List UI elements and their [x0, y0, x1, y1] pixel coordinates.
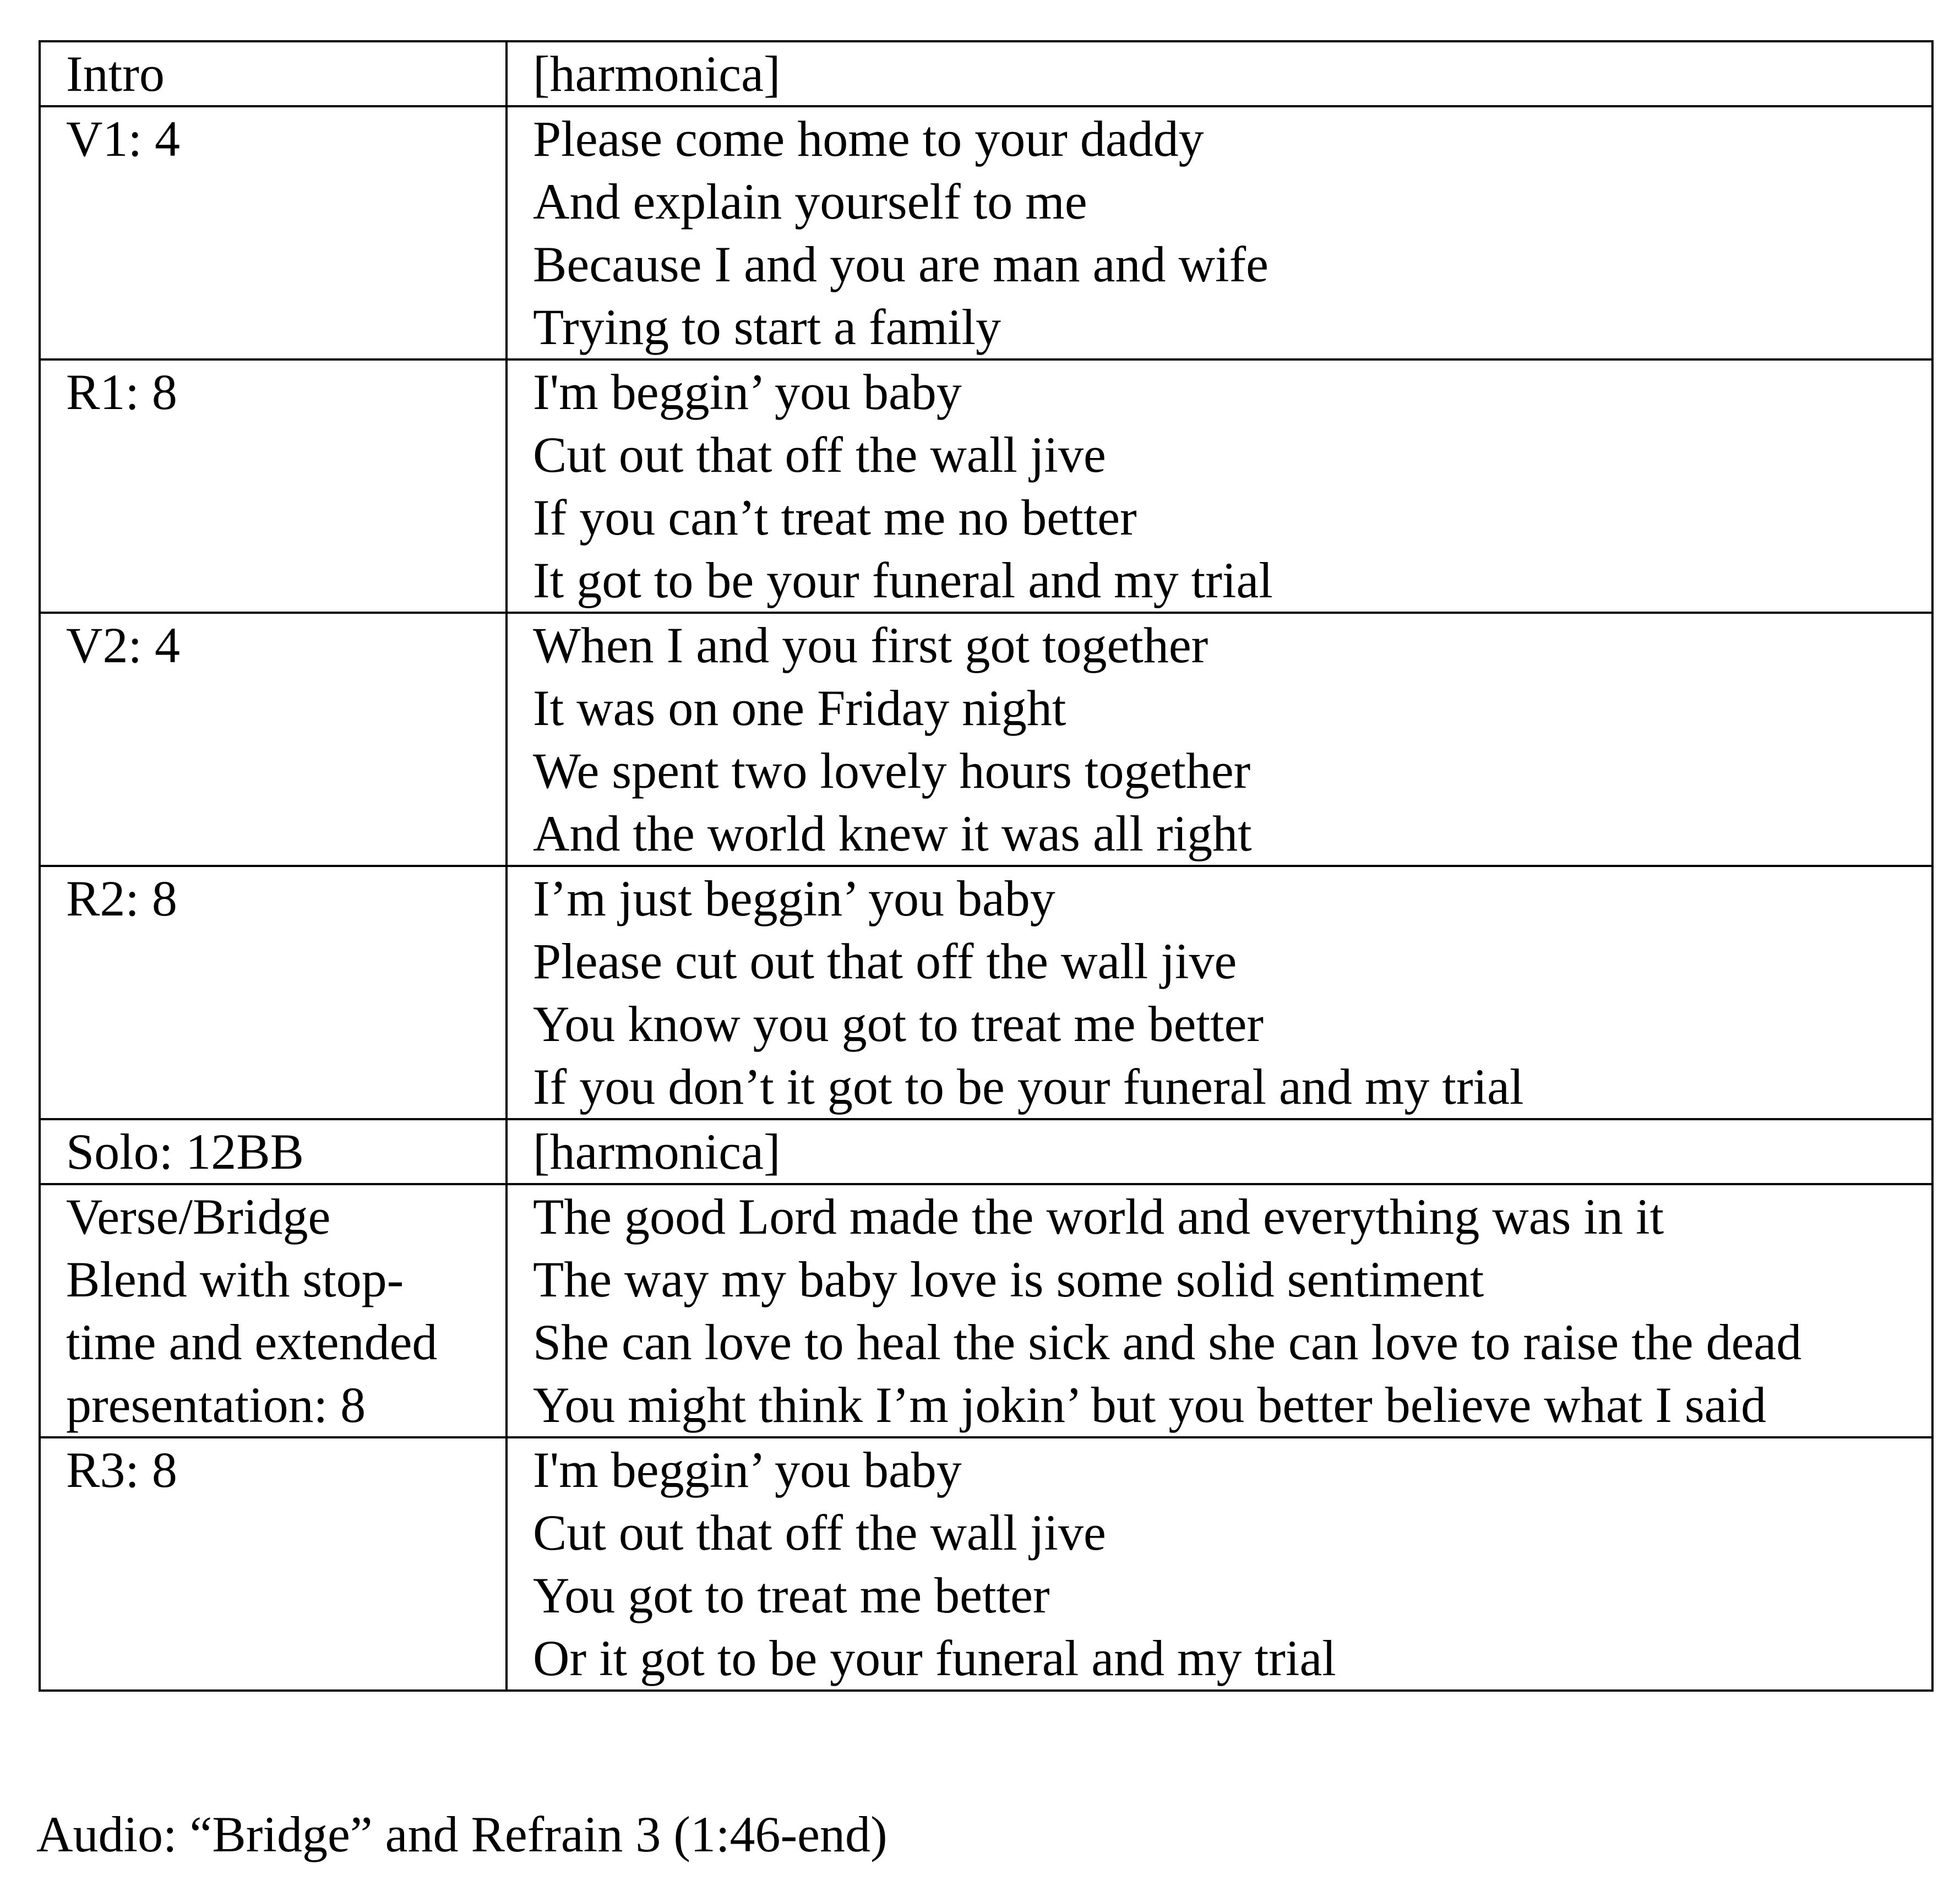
- lyric-line: I'm beggin’ you baby: [533, 364, 962, 420]
- lyric-line: It was on one Friday night: [533, 680, 1066, 736]
- lyrics-table-body: [40, 41, 1932, 1691]
- lyric-line: I’m just beggin’ you baby: [533, 870, 1055, 926]
- section-label-line: Solo: 12BB: [66, 1124, 304, 1180]
- lyric-line: If you can’t treat me no better: [533, 489, 1137, 546]
- section-label-line: R2: 8: [66, 870, 177, 926]
- lyrics-cell: [507, 41, 1932, 106]
- section-label-line: presentation: 8: [66, 1377, 366, 1433]
- lyric-line: You might think I’m jokin’ but you better believe what I said: [533, 1377, 1767, 1433]
- lyrics-cell: [507, 1437, 1932, 1691]
- lyric-line: [harmonica]: [533, 46, 781, 102]
- lyric-line: I'm beggin’ you baby: [533, 1442, 962, 1498]
- section-label-cell: [40, 359, 507, 613]
- lyric-line: Please cut out that off the wall jive: [533, 933, 1237, 989]
- section-label-line: Verse/Bridge: [66, 1189, 331, 1245]
- lyric-line: And the world knew it was all right: [533, 805, 1252, 862]
- section-label-cell: [40, 613, 507, 866]
- lyric-line: The way my baby love is some solid sentiment: [533, 1251, 1484, 1307]
- lyric-line: It got to be your funeral and my trial: [533, 552, 1273, 608]
- section-label-cell: [40, 106, 507, 359]
- section-label-line: V1: 4: [66, 111, 180, 167]
- section-label-cell: [40, 1184, 507, 1437]
- lyrics-cell: [507, 1184, 1932, 1437]
- section-label-line: Intro: [66, 46, 165, 102]
- lyric-line: We spent two lovely hours together: [533, 743, 1251, 799]
- table-row: [40, 1119, 1932, 1184]
- section-label-cell: [40, 41, 507, 106]
- lyric-line: When I and you first got together: [533, 617, 1208, 673]
- lyric-line: And explain yourself to me: [533, 173, 1087, 230]
- table-row: [40, 359, 1932, 613]
- lyric-line: Trying to start a family: [533, 299, 1001, 355]
- section-label-line: time and extended: [66, 1314, 438, 1370]
- lyrics-cell: [507, 613, 1932, 866]
- section-label-line: Blend with stop-: [66, 1251, 404, 1307]
- section-label-cell: [40, 1119, 507, 1184]
- lyric-line: She can love to heal the sick and she can love to raise the dead: [533, 1314, 1802, 1370]
- table-row: [40, 613, 1932, 866]
- section-label-line: R3: 8: [66, 1442, 177, 1498]
- lyric-line: The good Lord made the world and everything was in it: [533, 1189, 1664, 1245]
- lyrics-form-table: [39, 40, 1934, 1692]
- table-row: [40, 866, 1932, 1119]
- section-label-cell: [40, 1437, 507, 1691]
- lyric-line: If you don’t it got to be your funeral and my trial: [533, 1059, 1524, 1115]
- table-row: [40, 41, 1932, 106]
- lyrics-cell: [507, 1119, 1932, 1184]
- table-row: [40, 106, 1932, 359]
- lyrics-cell: [507, 866, 1932, 1119]
- lyric-line: You got to treat me better: [533, 1567, 1050, 1623]
- lyric-line: Cut out that off the wall jive: [533, 1505, 1106, 1561]
- lyric-line: You know you got to treat me better: [533, 996, 1264, 1052]
- section-label-line: R1: 8: [66, 364, 177, 420]
- section-label-cell: [40, 866, 507, 1119]
- table-row: [40, 1184, 1932, 1437]
- lyric-line: Please come home to your daddy: [533, 111, 1204, 167]
- lyrics-cell: [507, 106, 1932, 359]
- lyric-line: Because I and you are man and wife: [533, 236, 1268, 292]
- table-row: [40, 1437, 1932, 1691]
- lyric-line: [harmonica]: [533, 1124, 781, 1180]
- lyric-line: Or it got to be your funeral and my trial: [533, 1630, 1336, 1686]
- audio-caption: Audio: “Bridge” and Refrain 3 (1:46-end): [36, 1806, 888, 1862]
- section-label-line: V2: 4: [66, 617, 180, 673]
- lyrics-cell: [507, 359, 1932, 613]
- lyric-line: Cut out that off the wall jive: [533, 427, 1106, 483]
